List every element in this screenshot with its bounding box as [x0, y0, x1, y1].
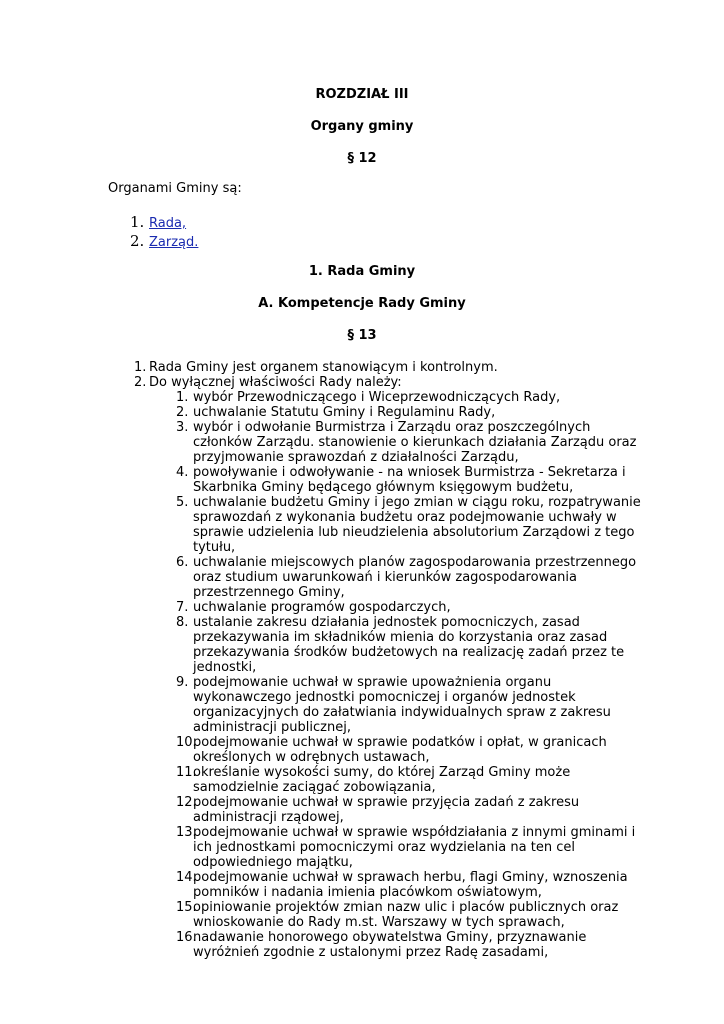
list-item-line: wyróżnień zgodnie z ustalonymi przez Radę zasadami, [193, 945, 549, 960]
list-item-line: sprawie udzielenia lub nieudzielenia absolutorium Zarządowi z tego [193, 525, 635, 540]
list-item [176, 900, 626, 930]
list-item-line: wnioskowanie do Rady m.st. Warszawy w tych sprawach, [193, 915, 565, 930]
council-competences-list [176, 390, 641, 960]
list-item-line: określanie wysokości sumy, do której Zarząd Gminy może [193, 765, 571, 780]
list-item [176, 555, 637, 600]
list-item-line: oraz studium uwarunkowań i kierunków zagospodarowania [193, 570, 577, 585]
list-item-line: samodzielnie zaciągać zobowiązania, [193, 780, 436, 795]
list-item [176, 930, 626, 960]
list-item-text [193, 615, 626, 675]
list-item-text [193, 420, 636, 465]
list-item-number: 8. [176, 615, 189, 630]
list-item [176, 825, 636, 870]
list-item-text [193, 675, 626, 735]
list-item [176, 765, 626, 795]
list-item [176, 675, 626, 735]
list-item [176, 420, 637, 465]
list-item-line: odpowiedniego majątku, [193, 855, 353, 870]
organs-list [130, 213, 198, 251]
list-item-number: 10. [176, 735, 197, 750]
list-item [176, 390, 626, 405]
list-item-line: opiniowanie projektów zmian nazw ulic i placów publicznych oraz [193, 900, 619, 915]
list-item-line: Skarbnika Gminy będącego głównym księgowym budżetu, [193, 480, 574, 495]
organ-link-rada[interactable]: Rada, [149, 216, 187, 231]
list-item-line: wybór i odwołanie Burmistrza i Zarządu oraz poszczególnych [193, 420, 591, 435]
list-item-line: przyjmowanie sprawozdań z działalności Zarządu, [193, 450, 519, 465]
paragraph-12-heading: § 12 [347, 151, 377, 166]
organ-number: 1. [130, 213, 145, 231]
list-item-text [193, 735, 626, 765]
paragraph-13-list [134, 360, 498, 390]
list-item-number: 2. [134, 375, 147, 390]
list-item-line: członków Zarządu. stanowienie o kierunkach działania Zarządu oraz [193, 435, 637, 450]
list-item-line: tytułu, [193, 540, 236, 555]
list-item-line: uchwalanie miejscowych planów zagospodarowania przestrzennego [193, 555, 637, 570]
list-item-text [193, 555, 636, 600]
list-item-line: wybór Przewodniczącego i Wiceprzewodniczących Rady, [193, 390, 561, 405]
list-item-text [193, 405, 626, 420]
list-item-line: podejmowanie uchwał w sprawie przyjęcia zadań z zakresu [193, 795, 580, 810]
list-item-text [193, 870, 628, 900]
list-item-text: Do wyłącznej właściwości Rady należy: [149, 375, 402, 390]
organ-item-rada [130, 213, 198, 232]
list-item-line: podejmowanie uchwał w sprawach herbu, flagi Gminy, wznoszenia [193, 870, 628, 885]
chapter-title: Organy gminy [310, 119, 414, 134]
list-item [134, 375, 498, 390]
list-item-number: 6. [176, 555, 189, 570]
list-item-line: określonych w odrębnych ustawach, [193, 750, 430, 765]
list-item-line: podejmowanie uchwał w sprawie współdziałania z innymi gminami i [193, 825, 636, 840]
list-item [176, 735, 626, 765]
list-item-text [193, 900, 626, 930]
list-item-line: przestrzennego Gminy, [193, 585, 345, 600]
list-item [176, 405, 626, 420]
list-item-line: administracji rządowej, [193, 810, 344, 825]
list-item [176, 600, 626, 615]
list-item-line: ich jednostkami pomocniczymi oraz wydzielania na ten cel [193, 840, 575, 855]
list-item [176, 870, 626, 900]
list-item-line: powoływanie i odwoływanie - na wniosek Burmistrza - Sekretarza i [193, 465, 626, 480]
list-item-number: 7. [176, 600, 189, 615]
list-item-line: sprawozdań z wykonania budżetu oraz podejmowanie uchwały w [193, 510, 617, 525]
list-item-line: podejmowanie uchwał w sprawie podatków i opłat, w granicach [193, 735, 607, 750]
list-item-number: 16. [176, 930, 197, 945]
list-item-number: 4. [176, 465, 189, 480]
list-item-text [193, 795, 626, 825]
organ-item-zarzad [130, 232, 198, 251]
chapter-heading: ROZDZIAŁ III [315, 87, 409, 102]
list-item-number: 1. [176, 390, 189, 405]
list-item-number: 14. [176, 870, 197, 885]
list-item-line: wykonawczego jednostki pomocniczej i organów jednostek [193, 690, 576, 705]
list-item-text [193, 600, 626, 615]
organ-link-zarzad[interactable]: Zarząd. [149, 235, 199, 250]
list-item [176, 495, 641, 555]
list-item-number: 2. [176, 405, 189, 420]
list-item [134, 360, 498, 375]
list-item-number: 1. [134, 360, 147, 375]
list-item-line: ustalanie zakresu działania jednostek pomocniczych, zasad [193, 615, 580, 630]
list-item-text [193, 825, 635, 870]
list-item-line: nadawanie honorowego obywatelstwa Gminy, przyznawanie [193, 930, 587, 945]
list-item-number: 11. [176, 765, 197, 780]
list-item-number: 5. [176, 495, 189, 510]
list-item [176, 615, 626, 675]
list-item [176, 465, 626, 495]
list-item-line: przekazywania środków budżetowych na realizację zadań przez te [193, 645, 625, 660]
list-item [176, 795, 626, 825]
list-item-number: 9. [176, 675, 189, 690]
intro-text: Organami Gminy są: [108, 181, 242, 196]
list-item-number: 13. [176, 825, 197, 840]
list-item-line: przekazywania im składników mienia do korzystania oraz zasad [193, 630, 608, 645]
list-item-text [193, 390, 626, 405]
list-item-line: uchwalanie Statutu Gminy i Regulaminu Rady, [193, 405, 496, 420]
paragraph-13-heading: § 13 [347, 328, 377, 343]
list-item-line: podejmowanie uchwał w sprawie upoważnienia organu [193, 675, 552, 690]
list-item-text [193, 465, 626, 495]
list-item-number: 3. [176, 420, 189, 435]
list-item-number: 15. [176, 900, 197, 915]
list-item-text [193, 765, 626, 795]
list-item-line: uchwalanie budżetu Gminy i jego zmian w ciągu roku, rozpatrywanie [193, 495, 641, 510]
section-a-heading: A. Kompetencje Rady Gminy [258, 296, 466, 311]
section-1-heading: 1. Rada Gminy [308, 264, 416, 279]
list-item-number: 12. [176, 795, 197, 810]
list-item-text [193, 930, 626, 960]
list-item-line: pomników i nadania imienia placówkom oświatowym, [193, 885, 542, 900]
list-item-line: organizacyjnych do załatwiania indywidualnych spraw z zakresu [193, 705, 611, 720]
list-item-line: uchwalanie programów gospodarczych, [193, 600, 451, 615]
list-item-line: administracji publicznej, [193, 720, 351, 735]
list-item-text: Rada Gminy jest organem stanowiącym i kontrolnym. [149, 360, 498, 375]
organ-number: 2. [130, 232, 145, 250]
list-item-line: jednostki, [193, 660, 257, 675]
list-item-text [193, 495, 641, 555]
